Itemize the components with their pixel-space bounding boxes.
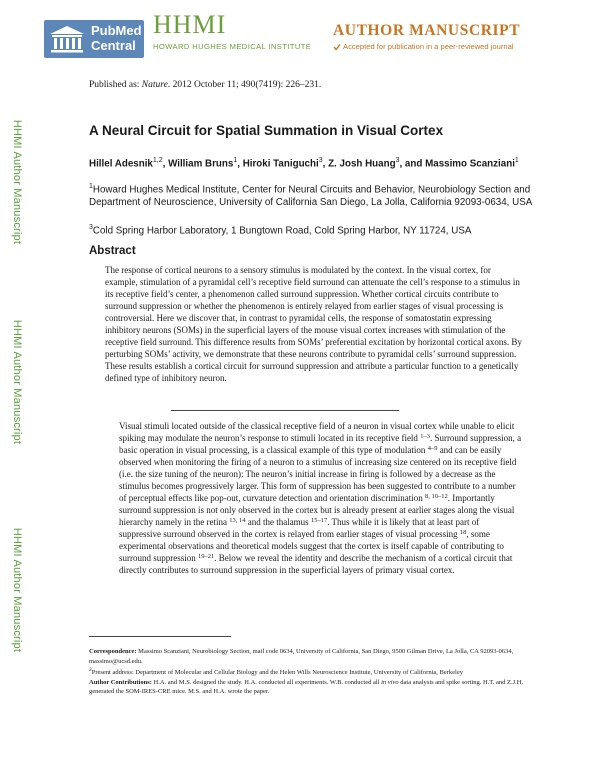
side-watermark-3: HHMI Author Manuscript (11, 527, 23, 653)
body-text: and can be easily observed when monitoring the firing of a neuron to a stimulus of increasing size centered on its receptive field (i.e. the size tuning of the neuron): The neuron’s initial increase in firing is followed by a decrease as the stimulus becomes progressively larger. This form of suppression has been suggested to contribute to a number of perceptual effects like pop-out, curvature detection and orientation discrimination (119, 445, 517, 503)
side-watermark-band (0, 80, 36, 776)
author-manuscript-subtitle-text: Accepted for publication in a peer-reviewed journal (343, 42, 514, 51)
affiliation-marker: 3 (89, 224, 93, 231)
author-contributions-label: Author Contributions: (89, 678, 152, 686)
author-contributions-text: data analysis and spike sorting. H.T. and Z.J.H. generated the SOM-IRES-CRE mice. M.S. and H.A. wrote the paper. (89, 678, 524, 696)
correspondence-note (89, 647, 529, 666)
affiliation-text: Howard Hughes Medical Institute, Center for Neural Circuits and Behavior, Neurobiology Section and Department of Neuroscience, University of California San Diego, La Jolla, California 92093-0634, USA (89, 184, 533, 208)
section-divider (171, 410, 399, 411)
author-separator: , (322, 158, 329, 170)
author-manuscript-badge (333, 22, 543, 51)
author-name: Massimo Scanziani (425, 158, 515, 170)
present-address-marker: 2 (89, 667, 92, 673)
author-affiliation-marker: 3 (318, 157, 323, 164)
author-contributions-text: H.A. and M.S. designed the study. H.A. conducted all experiments. W.B. conducted all (151, 678, 382, 686)
affiliation-text: Cold Spring Harbor Laboratory, 1 Bungtown Road, Cold Spring Harbor, NY 11724, USA (92, 225, 472, 237)
citation-ref[interactable]: 8, 10–12 (424, 493, 448, 500)
citation-ref[interactable]: 19–21 (198, 553, 215, 560)
side-watermark-1: HHMI Author Manuscript (11, 119, 23, 245)
author-contributions-note (89, 678, 529, 697)
author-separator: , (237, 158, 243, 170)
correspondence-text: Massimo Scanziani, Neurobiology Section, mail code 0634, University of California, San Diego, 9500 Gilman Drive, La Jolla, CA 92093-0634, massimo@ucsd.edu. (89, 648, 514, 665)
citation-ref[interactable]: 15–17 (310, 517, 328, 524)
author-affiliation-marker: 1,2 (152, 157, 163, 164)
publication-details: . 2012 October 11; 490(7419): 226–231. (167, 80, 322, 90)
author-affiliation-marker: 3 (395, 157, 400, 164)
publication-info (89, 80, 321, 90)
author-manuscript-subtitle (333, 42, 543, 51)
author-contributions-italic: in vivo (381, 678, 399, 686)
body-text: and the thalamus (245, 517, 311, 527)
body-paragraph (119, 420, 523, 576)
body-text: . Below we reveal the identity and describe the mechanism of a cortical circuit that directly contributes to surround suppression in the superficial layers of primary visual cortex. (119, 553, 513, 575)
abstract-text: The response of cortical neurons to a sensory stimulus is modulated by the context. In the visual cortex, for example, stimulation of a pyramidal cell’s receptive field surround can attenuate the cell’s response to a stimulus in its receptive field’s center, a phenomenon called surround suppression. Whether cortical circuits contribute to surround suppression or whether the phenomenon is entirely relayed from earlier stages of visual processing is controversial. Here we discover that, in contrast to pyramidal cells, the response of somatostatin expressing inhibitory neurons (SOMs) in the superficial layers of the mouse visual cortex increases with stimulation of the receptive field surround. This difference results from SOMs’ preferential excitation by horizontal cortical axons. By perturbing SOMs’ activity, we demonstrate that these neurons contribute to pyramidal cells’ surround suppression. These results establish a cortical circuit for surround suppression and attribute a particular function to a genetically defined type of inhibitory neuron. (105, 265, 522, 383)
body-text: Visual stimuli located outside of the classical receptive field of a neuron in visual cortex while unable to elicit spiking may modulate the neuron’s response to stimuli located in its receptive field (119, 421, 515, 443)
citation-ref[interactable]: 1–3 (420, 433, 430, 440)
affiliation-3 (89, 222, 549, 238)
abstract-heading: Abstract (89, 245, 136, 257)
publication-prefix: Published as: (89, 80, 142, 90)
author-affiliation-marker: 1 (233, 157, 238, 164)
hhmi-logo (153, 10, 323, 55)
citation-ref[interactable]: 18 (459, 529, 467, 536)
pmc-logo-line2: Central (91, 38, 136, 53)
paper-title: A Neural Circuit for Spatial Summation in Visual Cortex (89, 123, 444, 138)
pubmed-central-logo (44, 20, 144, 58)
pubmed-central-building-icon (47, 23, 87, 55)
header (0, 0, 600, 62)
author-separator: , (162, 158, 169, 170)
body-text: . Importantly surround suppression is not only observed in the cortex but is already present at earlier stages along the visual hierarchy namely in the retina (119, 493, 515, 527)
author-name: Z. Josh Huang (328, 158, 396, 170)
hhmi-logo-mark: HHMI (153, 10, 227, 39)
author-manuscript-title: AUTHOR MANUSCRIPT (333, 22, 521, 39)
author-name: Hiroki Taniguchi (242, 158, 319, 170)
hhmi-logo-fullname: HOWARD HUGHES MEDICAL INSTITUTE (153, 42, 312, 51)
author-name: Hillel Adesnik (89, 158, 153, 170)
citation-ref[interactable]: 4–9 (427, 445, 438, 452)
pmc-logo-text (91, 23, 142, 53)
footnote-divider (89, 636, 231, 637)
affiliation-1 (89, 181, 549, 209)
author-name: William Bruns (168, 158, 234, 170)
citation-ref[interactable]: 13, 14 (229, 517, 246, 524)
author-affiliation-marker: 1 (514, 157, 519, 164)
present-address-note (89, 666, 529, 678)
publication-journal: Nature (141, 80, 168, 90)
present-address-text: Present address: Department of Molecular and Cellular Biology and the Helen Wills Neuroscience Institute, University of California, Berkeley (91, 669, 463, 677)
author-separator: , and (399, 158, 426, 170)
checkmark-icon (333, 43, 341, 51)
body-text: , some experimental observations and theoretical models suggest that the cortex is itself capable of contributing to surround suppression (119, 529, 504, 563)
body-text: . Surround suppression, a basic operation in visual processing, is a classical example of this type of modulation (119, 433, 522, 455)
author-list (89, 155, 539, 171)
footnotes (89, 647, 529, 697)
correspondence-label: Correspondence: (89, 648, 137, 655)
pmc-logo-line1: PubMed (91, 23, 142, 38)
affiliation-marker: 1 (89, 183, 93, 190)
side-watermark-2: HHMI Author Manuscript (11, 319, 23, 445)
body-text: . Thus while it is likely that at least part of suppressive surround observed in the cortex is relayed from earlier stages of visual processing (119, 517, 480, 539)
